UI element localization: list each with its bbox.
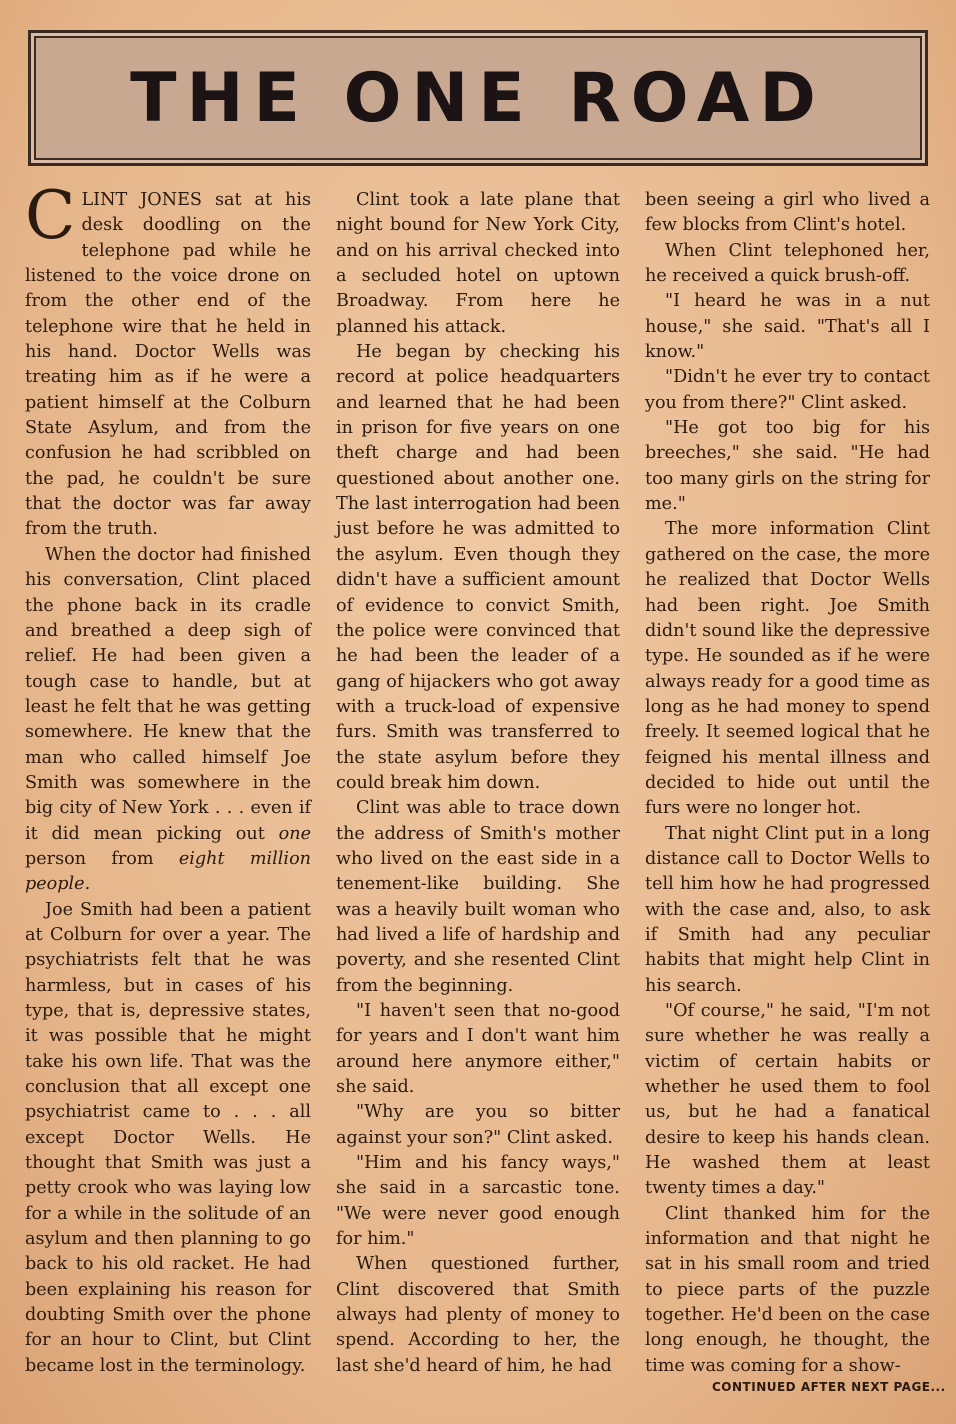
continued-notice: CONTINUED AFTER NEXT PAGE... xyxy=(712,1380,946,1394)
paragraph-text: person from xyxy=(25,848,154,869)
text-column-1 xyxy=(25,177,311,1388)
paragraph: "Him and his fancy ways," she said in a sarcastic tone. "We were never good enough for him." xyxy=(336,1153,620,1250)
paragraph: "I haven't seen that no-good for years and I don't want him around here anymore either," she said. xyxy=(336,1001,620,1098)
paragraph: "I heard he was in a nut house," she said. "That's all I know." xyxy=(645,291,930,363)
text-column-2 xyxy=(336,188,620,1388)
paragraph: "Of course," he said, "I'm not sure whether he was really a victim of certain habits or whether he used them to fool us, but he had a fanatical desire to keep his hands clean. He washed them at least twenty times a day." xyxy=(645,1001,930,1199)
paragraph xyxy=(25,177,311,543)
paragraph: That night Clint put in a long distance call to Doctor Wells to tell him how he had progressed with the case and, also, to ask if Smith had any peculiar habits that might help Clint in his search. xyxy=(645,823,930,996)
paragraph: "Didn't he ever try to contact you from there?" Clint asked. xyxy=(645,367,930,413)
paragraph: Clint thanked him for the information and that night he sat in his small room and tried to piece parts of the puzzle together. He'd been on the case long enough, he thought, the time was coming for a show- xyxy=(645,1203,930,1376)
story-title: THE ONE ROAD xyxy=(130,58,826,138)
paragraph: "He got too big for his breeches," she said. "He had too many girls on the string for me." xyxy=(645,418,930,515)
drop-cap: C xyxy=(25,177,76,254)
paragraph: When questioned further, Clint discovered that Smith always had plenty of money to spend. According to her, the last she'd heard of him, he had xyxy=(336,1254,620,1376)
paragraph: Clint took a late plane that night bound for New York City, and on his arrival checked into a secluded hotel on uptown Broadway. From here he planned his attack. xyxy=(336,190,620,337)
emphasis-text: one xyxy=(278,823,311,844)
emphasis-text: eight million people. xyxy=(25,848,311,895)
paragraph: The more information Clint gathered on the case, the more he realized that Doctor Wells had been right. Joe Smith didn't sound like the depressive type. He sounded as if he were always ready for a good time as long as he had money to spend freely. It seemed logical that he feigned his mental illness and decided to hide out until the furs were no longer hot. xyxy=(645,519,930,819)
paragraph-text: LINT JONES sat at his desk doodling on the telephone pad while he listened to the voice drone on from the other end of the telephone wire that he held in his hand. Doctor Wells was treating him as if he were a patient himself at the Colburn State Asylum, and from the confusion he had scribbled on the pad, he couldn't be sure that the doctor was far away from the truth. xyxy=(25,190,311,540)
paragraph: When Clint telephoned her, he received a quick brush-off. xyxy=(645,240,930,287)
paragraph: been seeing a girl who lived a few blocks from Clint's hotel. xyxy=(645,190,930,236)
paragraph: He began by checking his record at police headquarters and learned that he had been in prison for five years on one theft charge and had been questioned about another one. The last interrogation had been just before he was admitted to the asylum. Even though they didn't have a sufficient amount of evidence to convict Smith, the police were convinced that he had been the leader of a gang of hijackers who got away with a truck-load of expensive furs. Smith was transferred to the state asylum before they could break him down. xyxy=(336,342,620,793)
paragraph: "Why are you so bitter against your son?" Clint asked. xyxy=(336,1102,620,1148)
paragraph: Joe Smith had been a patient at Colburn for over a year. The psychiatrists felt that he was harmless, but in cases of his type, that is, depressive states, it was possible that he might take his own life. That was the conclusion that all except one psychiatrist came to . . . all except Doctor Wells. He thought that Smith was just a petty crook who was laying low for a while in the solitude of an asylum and then planning to go back to his old racket. He had been explaining his reason for doubting Smith over the phone for an hour to Clint, but Clint became lost in the terminology. xyxy=(25,899,311,1376)
paragraph: Clint was able to trace down the address of Smith's mother who lived on the east side in a tenement-like building. She was a heavily built woman who had lived a life of hardship and poverty, and she resented Clint from the beginning. xyxy=(336,798,620,996)
title-box xyxy=(28,30,928,166)
paragraph-text: When the doctor had finished his conversation, Clint placed the phone back in its cradle and breathed a deep sigh of relief. He had been given a tough case to handle, but at least he felt that he was getting somewhere. He knew that the man who called himself Joe Smith was somewhere in the big city of New York . . . even if it did mean picking out xyxy=(25,544,311,844)
paragraph xyxy=(25,543,311,898)
text-column-3 xyxy=(645,188,930,1388)
